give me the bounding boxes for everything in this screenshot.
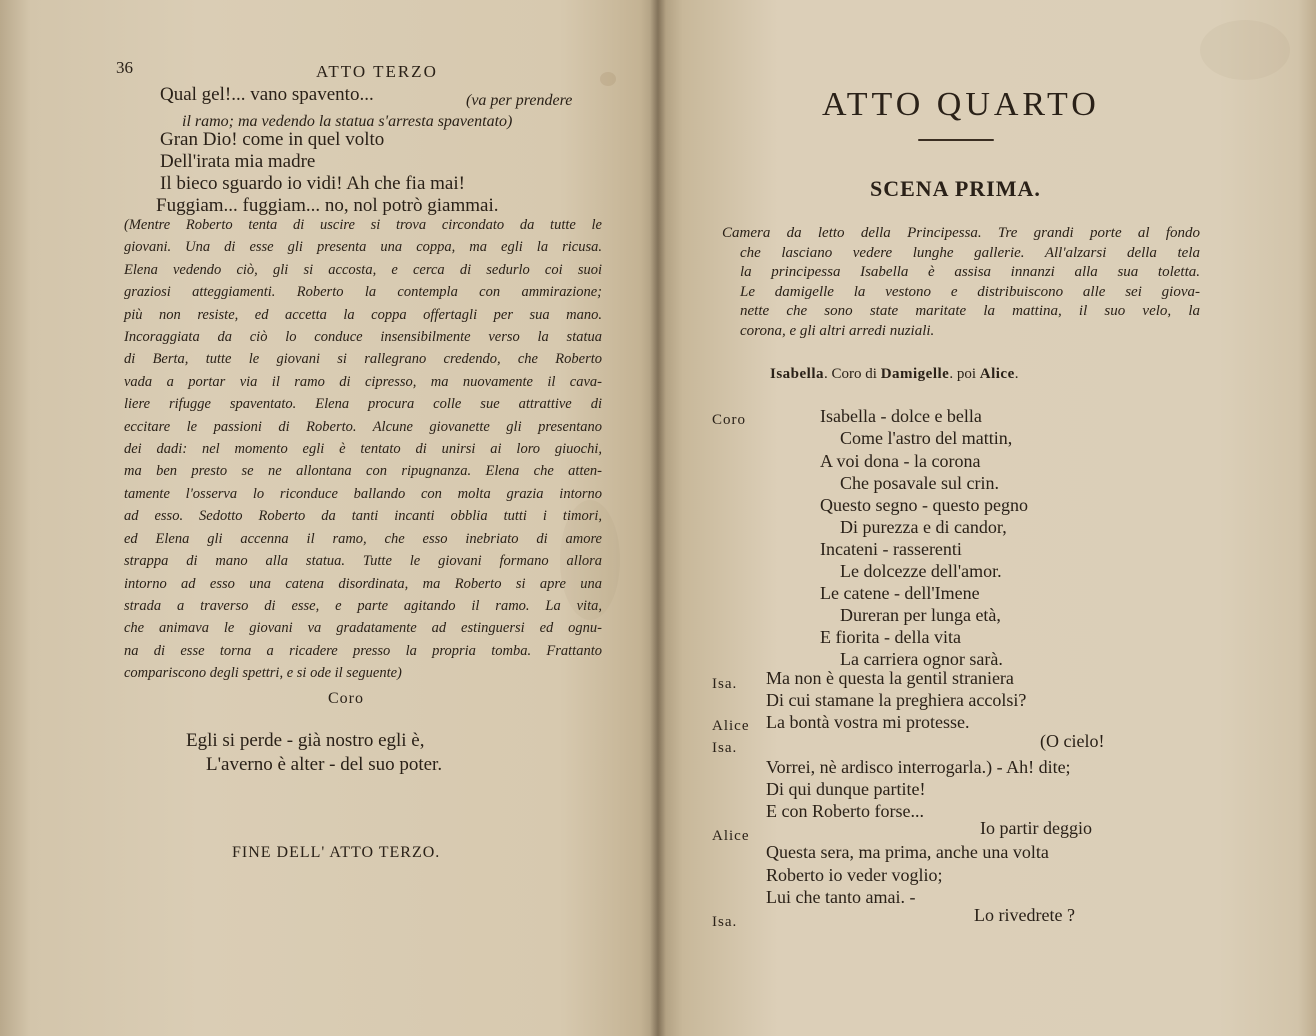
verse-line: Dureran per lunga età,: [840, 605, 1001, 625]
stage-line: strappa di mano alla statua. Tutte le giovani formano allora: [124, 553, 602, 570]
speaker-label: Isa.: [712, 740, 738, 756]
setting-line: che lasciano vedere lunghe gallerie. All'alzarsi della tela: [740, 244, 1200, 261]
stage-line: dei dadi: nel momento egli è tentato di unirsi ai loro giuochi,: [124, 441, 602, 458]
stage-direction-block: [124, 214, 602, 685]
verse-line: Incateni - rasserenti: [820, 539, 962, 559]
inline-stage-direction: (va per prendere: [466, 92, 573, 109]
stage-line: più non resiste, ed accetta la coppa offertagli per sua mano.: [124, 306, 602, 323]
stage-line: Elena vedendo ciò, gli si accosta, e cerca di sedurlo coi suoi: [124, 261, 602, 278]
verse-line: Isabella - dolce e bella: [820, 406, 982, 426]
setting-line: Camera da letto della Principessa. Tre grandi porte al fondo: [722, 225, 1200, 241]
dialogue-line: Vorrei, nè ardisco interrogarla.) - Ah! dite;: [766, 757, 1071, 777]
paper-stain: [1200, 20, 1290, 80]
verse-line: Dell'irata mia madre: [160, 151, 316, 172]
act-title: ATTO QUARTO: [822, 86, 1100, 123]
verse-line: Come l'astro del mattin,: [840, 428, 1013, 448]
cast-separator: . poi: [949, 366, 980, 382]
verse-line: Di purezza e di candor,: [840, 517, 1007, 537]
stage-line: di Berta, tutte le giovani si rallegrano credendo, che Roberto: [124, 351, 602, 368]
stage-line: vada a portar via il ramo di cipresso, ma nuovamente il cava-: [124, 373, 602, 390]
setting-line: la principessa Isabella è assisa innanzi alla sua toletta.: [740, 264, 1200, 280]
stage-line: strada a traverso di esse, e parte agitando il ramo. La vita,: [124, 597, 602, 614]
page-number: 36: [116, 58, 133, 77]
cast-separator: . Coro di: [824, 366, 881, 382]
dialogue-line: (O cielo!: [1040, 731, 1105, 751]
stage-line: intorno ad esso una catena disordinata, ma Roberto si apre una: [124, 575, 602, 592]
stage-line: eccitare le passioni di Roberto. Alcune giovanette gli presentano: [124, 418, 602, 435]
dialogue-line: Di qui dunque partite!: [766, 779, 926, 799]
setting-line: corona, e gli altri arredi nuziali.: [740, 322, 935, 339]
cast-list: [770, 366, 1019, 383]
coro-verse-line: Egli si perde - già nostro egli è,: [186, 730, 425, 751]
dialogue-line: Lui che tanto amai. -: [766, 887, 916, 907]
dialogue-line: La bontà vostra mi protesse.: [766, 712, 970, 732]
speaker-label: Coro: [712, 412, 746, 428]
verse-line: Il bieco sguardo io vidi! Ah che fia mai!: [160, 173, 465, 194]
stage-line: ma ben presto se ne allontana con ripugnanza. Elena che atten-: [124, 463, 602, 480]
dialogue-line: Questa sera, ma prima, anche una volta: [766, 842, 1049, 862]
end-of-act-line: FINE DELL' ATTO TERZO.: [232, 844, 441, 861]
verse-line: E fiorita - della vita: [820, 627, 961, 647]
verse-line: Che posavale sul crin.: [840, 473, 999, 493]
setting-line: nette che sono state maritate la mattina, il suo velo, la: [740, 303, 1200, 319]
dialogue-line: Io partir deggio: [980, 818, 1092, 838]
stage-line: (Mentre Roberto tenta di uscire si trova circondato da tutte le: [124, 217, 602, 233]
stage-line: ad esso. Sedotto Roberto da tanti incanti obblia tutti i timori,: [124, 508, 602, 525]
dialogue-line: Ma non è questa la gentil straniera: [766, 668, 1014, 688]
stage-line: Incoraggiata da ciò lo conduce insensibilmente verso la statua: [124, 329, 602, 346]
scene-title: SCENA PRIMA.: [870, 176, 1041, 201]
title-rule: [918, 139, 994, 141]
setting-description: [722, 224, 1200, 341]
inline-stage-direction: il ramo; ma vedendo la statua s'arresta spaventato): [182, 113, 513, 130]
stage-line: compariscono degli spettri, e si ode il seguente): [124, 665, 402, 682]
stage-line: tamente l'osserva lo riconduce ballando con molta grazia intorno: [124, 485, 602, 502]
cast-name: Damigelle: [880, 366, 950, 382]
speaker-label: Isa.: [712, 676, 738, 692]
cast-name: Alice: [979, 366, 1015, 382]
dialogue-line: Lo rivedrete ?: [974, 905, 1075, 925]
stage-line: liere rifugge spaventato. Elena procura colle sue attrattive di: [124, 396, 602, 413]
coro-heading: Coro: [328, 690, 364, 707]
verse-line: Le catene - dell'Imene: [820, 583, 980, 603]
book-gutter: [650, 0, 666, 1036]
paper-stain: [600, 72, 616, 86]
speaker-label: Alice: [712, 828, 750, 844]
verse-line: Gran Dio! come in quel volto: [160, 129, 385, 150]
dialogue-line: E con Roberto forse...: [766, 801, 924, 821]
coro-verse-line: L'averno è alter - del suo poter.: [206, 754, 443, 775]
verse-line: Le dolcezze dell'amor.: [840, 561, 1002, 581]
stage-line: na di esse torna a ricadere presso la propria tomba. Frattanto: [124, 642, 602, 659]
verse-line: Qual gel!... vano spavento...: [160, 84, 374, 105]
stage-line: giovani. Una di esse gli presenta una coppa, ma egli la ricusa.: [124, 239, 602, 256]
verse-line: La carriera ognor sarà.: [840, 649, 1003, 669]
verse-line: Fuggiam... fuggiam... no, nol potrò giammai.: [156, 195, 499, 216]
setting-line: Le damigelle la vestono e distribuiscono alle sei giova-: [740, 283, 1200, 300]
paper-stain: [560, 500, 620, 620]
dialogue-line: Di cui stamane la preghiera accolsi?: [766, 690, 1027, 710]
dialogue-line: Roberto io veder voglio;: [766, 865, 943, 885]
verse-line: A voi dona - la corona: [820, 451, 981, 471]
cast-name: Isabella: [770, 366, 825, 382]
stage-line: che animava le giovani va gradatamente ad estinguersi ed ognu-: [124, 620, 602, 637]
cast-separator: .: [1014, 366, 1019, 382]
running-head: ATTO TERZO: [316, 62, 438, 81]
speaker-label: Alice: [712, 718, 750, 734]
stage-line: graziosi atteggiamenti. Roberto la contempla con ammirazione;: [124, 284, 602, 301]
stage-line: ed Elena gli accenna il ramo, che esso inebriato di amore: [124, 530, 602, 547]
speaker-label: Isa.: [712, 914, 738, 930]
verse-line: Questo segno - questo pegno: [820, 495, 1028, 515]
